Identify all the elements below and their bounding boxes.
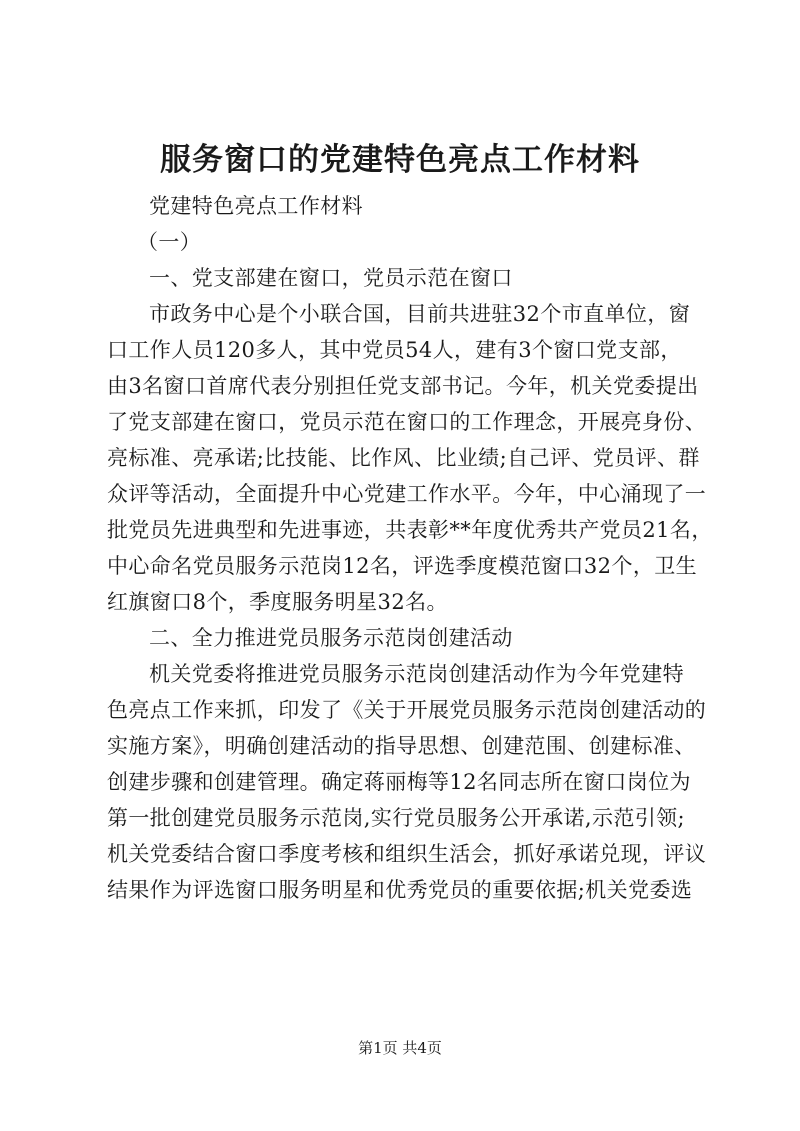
- paragraph-line: 机关党委将推进党员服务示范岗创建活动作为今年党建特: [149, 662, 684, 686]
- paragraph-line: 口工作人员120多人，其中党员54人，建有3个窗口党支部，: [107, 338, 682, 362]
- paragraph-line: 实施方案》，明确创建活动的指导思想、创建范围、创建标准、: [107, 734, 696, 758]
- paragraph-line: 中心命名党员服务示范岗12名，评选季度模范窗口32个，卫生: [107, 554, 698, 578]
- paragraph-line: 红旗窗口8个，季度服务明星32名。: [107, 590, 448, 614]
- section-heading-1: 一、党支部建在窗口，党员示范在窗口: [149, 266, 513, 290]
- paragraph-line: 第一批创建党员服务示范岗,实行党员服务公开承诺,示范引领;: [107, 806, 686, 830]
- paragraph-line: 众评等活动，全面提升中心党建工作水平。今年，中心涌现了一: [107, 482, 707, 506]
- paragraph-line: 结果作为评选窗口服务明星和优秀党员的重要依据;机关党委选: [107, 878, 693, 902]
- page-footer: 第1页 共4页: [358, 1039, 442, 1057]
- paragraph-line: 机关党委结合窗口季度考核和组织生活会，抓好承诺兑现，评议: [107, 842, 707, 866]
- section-heading-2: 二、全力推进党员服务示范岗创建活动: [149, 626, 513, 650]
- document-body: [107, 188, 713, 908]
- paragraph-line: 亮标准、亮承诺;比技能、比作风、比业绩;自己评、党员评、群: [107, 446, 700, 470]
- paragraph-line: 创建步骤和创建管理。确定蒋丽梅等12名同志所在窗口岗位为: [107, 770, 691, 794]
- paragraph-line: 了党支部建在窗口，党员示范在窗口的工作理念，开展亮身份、: [107, 410, 707, 434]
- document-title: 服务窗口的党建特色亮点工作材料: [160, 142, 640, 178]
- paragraph-line: 由3名窗口首席代表分别担任党支部书记。今年，机关党委提出: [107, 374, 699, 398]
- subtitle-line: 党建特色亮点工作材料: [149, 194, 363, 218]
- section-number-line: （一）: [137, 230, 202, 254]
- paragraph-line: 批党员先进典型和先进事迹，共表彰**年度优秀共产党员21名，: [107, 518, 713, 542]
- paragraph-line: 色亮点工作来抓，印发了《关于开展党员服务示范岗创建活动的: [107, 698, 707, 722]
- paragraph-line: 市政务中心是个小联合国，目前共进驻32个市直单位，窗: [149, 302, 691, 326]
